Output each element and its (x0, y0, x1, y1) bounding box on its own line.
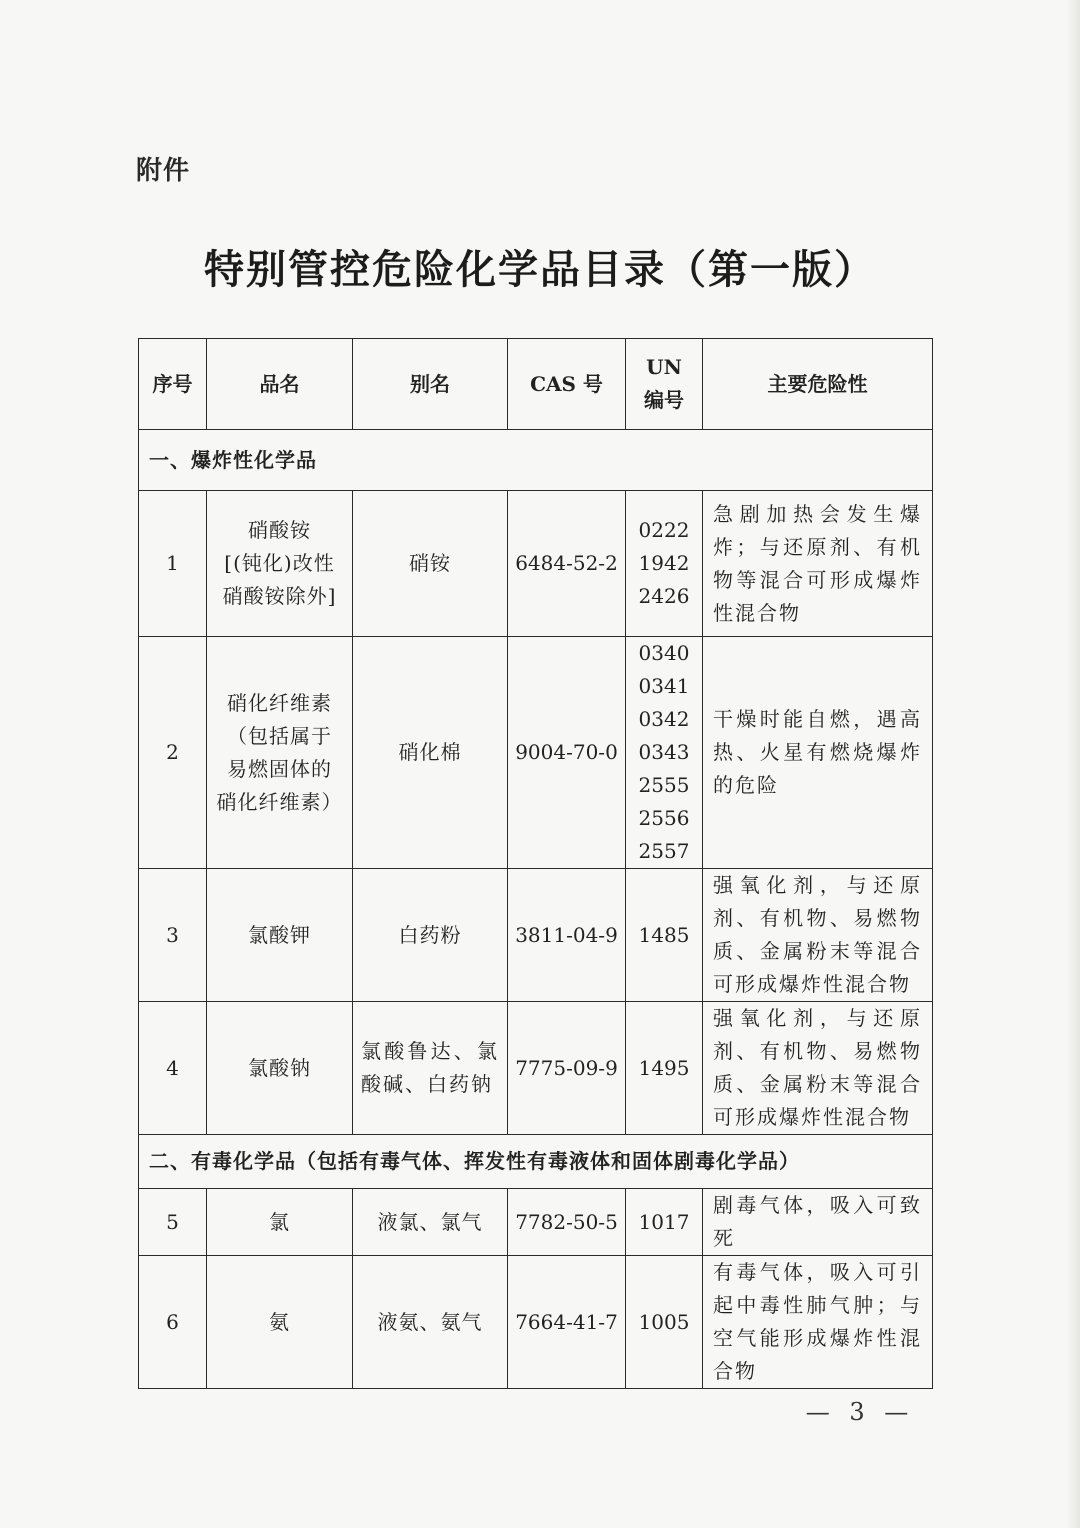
name-line: [(钝化)改性 (224, 551, 335, 575)
cell-seq: 3 (139, 869, 207, 1002)
cell-name (207, 637, 353, 869)
name-line: 硝化纤维素） (216, 789, 343, 814)
table-row (139, 1002, 933, 1135)
header-un-line1: UN (646, 355, 682, 379)
cell-hazard: 强氧化剂，与还原剂、有机物、易燃物质、金属粉末等混合可形成爆炸性混合物 (703, 1002, 933, 1135)
table-row (139, 869, 933, 1002)
cell-hazard: 强氧化剂，与还原剂、有机物、易燃物质、金属粉末等混合可形成爆炸性混合物 (703, 869, 933, 1002)
cell-seq: 1 (139, 491, 207, 637)
un-number: 0343 (638, 740, 690, 764)
cell-alias: 氯酸鲁达、氯酸碱、白药钠 (353, 1002, 508, 1135)
cell-cas: 3811-04-9 (508, 869, 626, 1002)
section-heading: 二、有毒化学品（包括有毒气体、挥发性有毒液体和固体剧毒化学品） (139, 1135, 933, 1189)
cell-un (626, 491, 703, 637)
cell-name: 氯酸钠 (207, 1002, 353, 1135)
table-row (139, 637, 933, 869)
name-line: （包括属于 (227, 723, 332, 748)
table-row (139, 1256, 933, 1389)
section-heading: 一、爆炸性化学品 (139, 430, 933, 491)
cell-name: 氯酸钾 (207, 869, 353, 1002)
name-line: 易燃固体的 (227, 756, 332, 781)
un-number: 0342 (638, 707, 690, 731)
cell-hazard: 剧毒气体，吸入可致死 (703, 1189, 933, 1256)
cell-un: 1485 (626, 869, 703, 1002)
un-number: 0341 (638, 674, 690, 698)
cell-un: 1017 (626, 1189, 703, 1256)
cell-un: 1495 (626, 1002, 703, 1135)
cell-alias: 白药粉 (353, 869, 508, 1002)
cell-cas: 7782-50-5 (508, 1189, 626, 1256)
cell-un: 1005 (626, 1256, 703, 1389)
un-number: 2556 (638, 806, 690, 830)
cell-alias: 液氨、氨气 (353, 1256, 508, 1389)
section-row (139, 430, 933, 491)
header-alias: 别名 (353, 339, 508, 430)
cell-seq: 5 (139, 1189, 207, 1256)
table-row (139, 1189, 933, 1256)
chemicals-table (138, 338, 933, 1389)
cell-hazard: 有毒气体，吸入可引起中毒性肺气肿；与空气能形成爆炸性混合物 (703, 1256, 933, 1389)
cell-cas: 6484-52-2 (508, 491, 626, 637)
cell-cas: 9004-70-0 (508, 637, 626, 869)
cell-seq: 4 (139, 1002, 207, 1135)
header-un-line2: 编号 (644, 388, 684, 412)
un-number: 0222 (638, 518, 690, 542)
cell-alias: 硝化棉 (353, 637, 508, 869)
page-edge-shadow (1066, 0, 1080, 1528)
un-number: 1942 (638, 551, 690, 575)
document-title: 特别管控危险化学品目录（第一版） (204, 246, 876, 293)
un-number: 0340 (638, 641, 690, 665)
table-header-row (139, 339, 933, 430)
header-seq: 序号 (139, 339, 207, 430)
cell-hazard: 干燥时能自燃，遇高热、火星有燃烧爆炸的危险 (703, 637, 933, 869)
section-row (139, 1135, 933, 1189)
name-line: 硝化纤维素 (227, 690, 332, 715)
attachment-label: 附件 (136, 156, 191, 186)
cell-cas: 7775-09-9 (508, 1002, 626, 1135)
un-number: 2426 (638, 584, 690, 608)
cell-alias: 硝铵 (353, 491, 508, 637)
header-hazard: 主要危险性 (703, 339, 933, 430)
cell-seq: 2 (139, 637, 207, 869)
name-line: 硝酸铵除外] (222, 584, 337, 608)
cell-name: 氯 (207, 1189, 353, 1256)
cell-cas: 7664-41-7 (508, 1256, 626, 1389)
page-number: — 3 — (805, 1398, 915, 1426)
cell-alias: 液氯、氯气 (353, 1189, 508, 1256)
name-line: 硝酸铵 (248, 518, 311, 542)
un-number: 2557 (638, 839, 690, 863)
cell-hazard: 急剧加热会发生爆炸；与还原剂、有机物等混合可形成爆炸性混合物 (703, 491, 933, 637)
cell-name: 氨 (207, 1256, 353, 1389)
header-un (626, 339, 703, 430)
header-cas: CAS 号 (508, 339, 626, 430)
cell-name (207, 491, 353, 637)
cell-un (626, 637, 703, 869)
un-number: 2555 (638, 773, 690, 797)
header-name: 品名 (207, 339, 353, 430)
cell-seq: 6 (139, 1256, 207, 1389)
table-row (139, 491, 933, 637)
